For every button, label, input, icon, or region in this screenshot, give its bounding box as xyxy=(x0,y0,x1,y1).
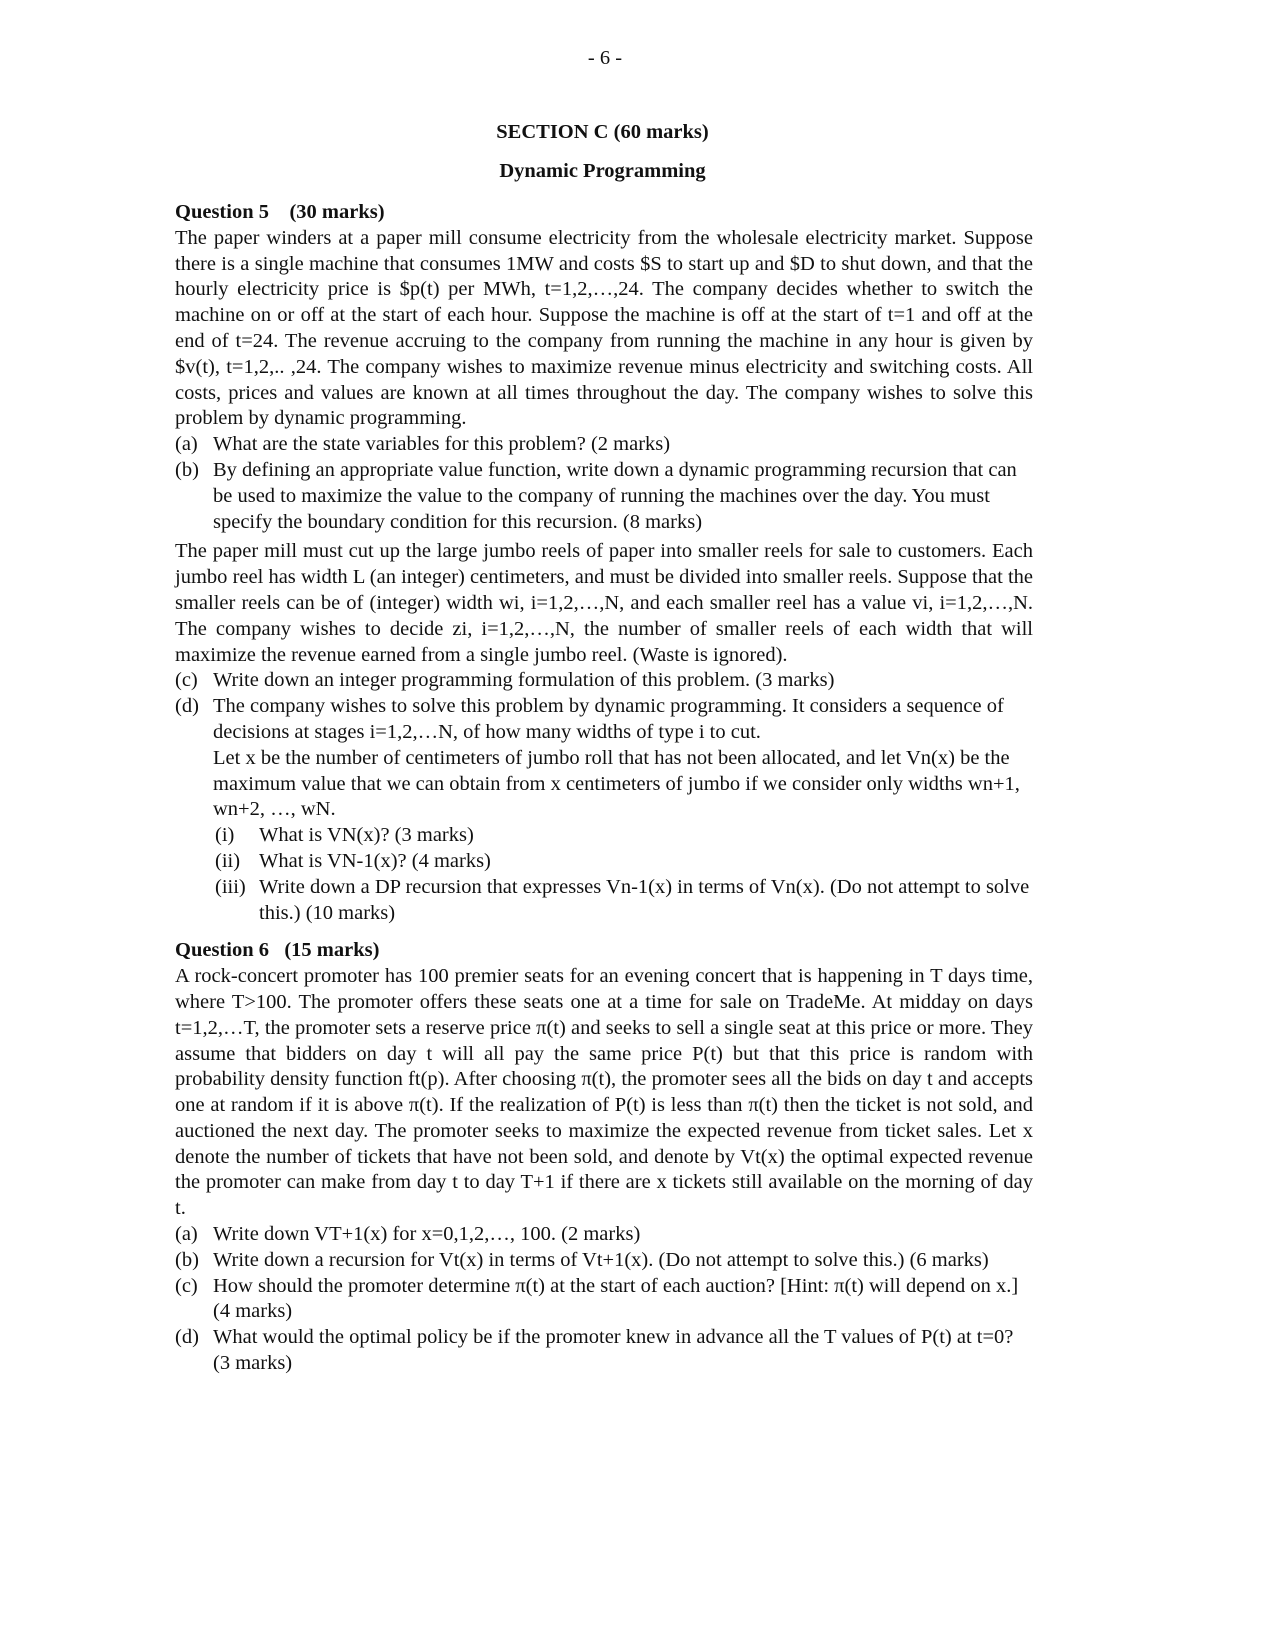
label: (ii) xyxy=(215,849,241,872)
text: What would the optimal policy be if the promoter knew in advance all the T values of P(t) at t=0? (3 marks) xyxy=(213,1326,1014,1375)
content xyxy=(175,200,1033,1377)
label: (c) xyxy=(175,669,198,692)
q6-part-c xyxy=(175,1274,1033,1326)
q5-part-a xyxy=(175,432,1033,458)
text: What is VN(x)? (3 marks) xyxy=(259,824,474,847)
text: Write down a recursion for Vt(x) in terms of Vt+1(x). (Do not attempt to solve this.) (6 marks) xyxy=(213,1248,989,1271)
section-title: SECTION C (60 marks) xyxy=(496,121,709,143)
q5-part-d-definition: Let x be the number of centimeters of jumbo roll that has not been allocated, and let Vn(x) be the maximum value that we can obtain from x centimeters of jumbo if we consider only widths wn+1, wn+2, …, wN. xyxy=(213,746,1020,821)
label: (iii) xyxy=(215,875,246,898)
text: Write down an integer programming formulation of this problem. (3 marks) xyxy=(213,669,835,692)
section-subtitle: Dynamic Programming xyxy=(499,160,706,182)
q5-part-d xyxy=(175,694,1033,746)
page-number: - 6 - xyxy=(587,47,623,69)
q6-intro: A rock-concert promoter has 100 premier seats for an evening concert that is happening in T days time, where T>100. The promoter offers these seats one at a time for sale on TradeMe. At midday on days t=1,2,…T, the promoter sets a reserve price π(t) and seeks to sell a single seat at this price or more. They assume that bidders on day t will all pay the same price P(t) but that this price is random with probability density function ft(p). After choosing π(t), the promoter sees all the bids on day t and accepts one at random if it is above π(t). If the realization of P(t) is less than π(t) then the ticket is not sold, and auctioned the next day. The promoter seeks to maximize the expected revenue from ticket sales. Let x denote the number of tickets that have not been sold, and denote by Vt(x) the optimal expected revenue the promoter can make from day t to day T+1 if there are x tickets still available on the morning of day t. xyxy=(175,965,1033,1220)
label: (b) xyxy=(175,1248,199,1271)
text: What are the state variables for this problem? (2 marks) xyxy=(213,433,671,456)
q5-part-c xyxy=(175,668,1033,694)
label: (i) xyxy=(215,824,235,847)
question-5-heading: Question 5 (30 marks) xyxy=(175,201,385,223)
text: Write down VT+1(x) for x=0,1,2,…, 100. (2 marks) xyxy=(213,1223,641,1246)
q5-part-b xyxy=(175,458,1033,535)
label: (a) xyxy=(175,1223,198,1246)
text: How should the promoter determine π(t) at the start of each auction? [Hint: π(t) will depend on x.] (4 marks) xyxy=(213,1274,1019,1323)
q5-part-d-ii xyxy=(215,849,1033,875)
q5-para2: The paper mill must cut up the large jumbo reels of paper into smaller reels for sale to customers. Each jumbo reel has width L (an integer) centimeters, and must be divided into smaller reels. Suppose that the smaller reels can be of (integer) width wi, i=1,2,…,N, and each smaller reel has a value vi, i=1,2,…,N. The company wishes to decide zi, i=1,2,…,N, the number of smaller reels of each width that will maximize the revenue earned from a single jumbo reel. (Waste is ignored). xyxy=(175,540,1033,666)
label: (a) xyxy=(175,433,198,456)
q5-intro: The paper winders at a paper mill consume electricity from the wholesale electricity market. Suppose there is a single machine that consumes 1MW and costs $S to start up and $D to shut down, and that the hourly electricity price is $p(t) per MWh, t=1,2,…,24. The company decides whether to switch the machine on or off at the start of each hour. Suppose the machine is off at the start of t=1 and off at the end of t=24. The revenue accruing to the company from running the machine in any hour is given by $v(t), t=1,2,.. ,24. The company wishes to maximize revenue minus electricity and switching costs. All costs, prices and values are known at all times throughout the day. The company wishes to solve this problem by dynamic programming. xyxy=(175,226,1033,430)
text: What is VN-1(x)? (4 marks) xyxy=(259,849,491,872)
label: (d) xyxy=(175,1326,199,1349)
label: (d) xyxy=(175,695,199,718)
q5-part-d-iii xyxy=(215,875,1033,927)
text: Write down a DP recursion that expresses Vn-1(x) in terms of Vn(x). (Do not attempt to solve this.) (10 marks) xyxy=(259,875,1030,924)
label: (b) xyxy=(175,458,199,481)
text: By defining an appropriate value function, write down a dynamic programming recursion that can be used to maximize the value to the company of running the machines over the day. You must specify the boundary condition for this recursion. (8 marks) xyxy=(213,458,1017,533)
text: The company wishes to solve this problem by dynamic programming. It considers a sequence of decisions at stages i=1,2,…N, of how many widths of type i to cut. xyxy=(213,695,1004,743)
label: (c) xyxy=(175,1274,198,1297)
q5-part-d-i xyxy=(215,823,1033,849)
q6-part-b xyxy=(175,1248,1033,1274)
q6-part-d xyxy=(175,1325,1033,1377)
q6-part-a xyxy=(175,1222,1033,1248)
question-6-heading: Question 6 (15 marks) xyxy=(175,939,380,962)
